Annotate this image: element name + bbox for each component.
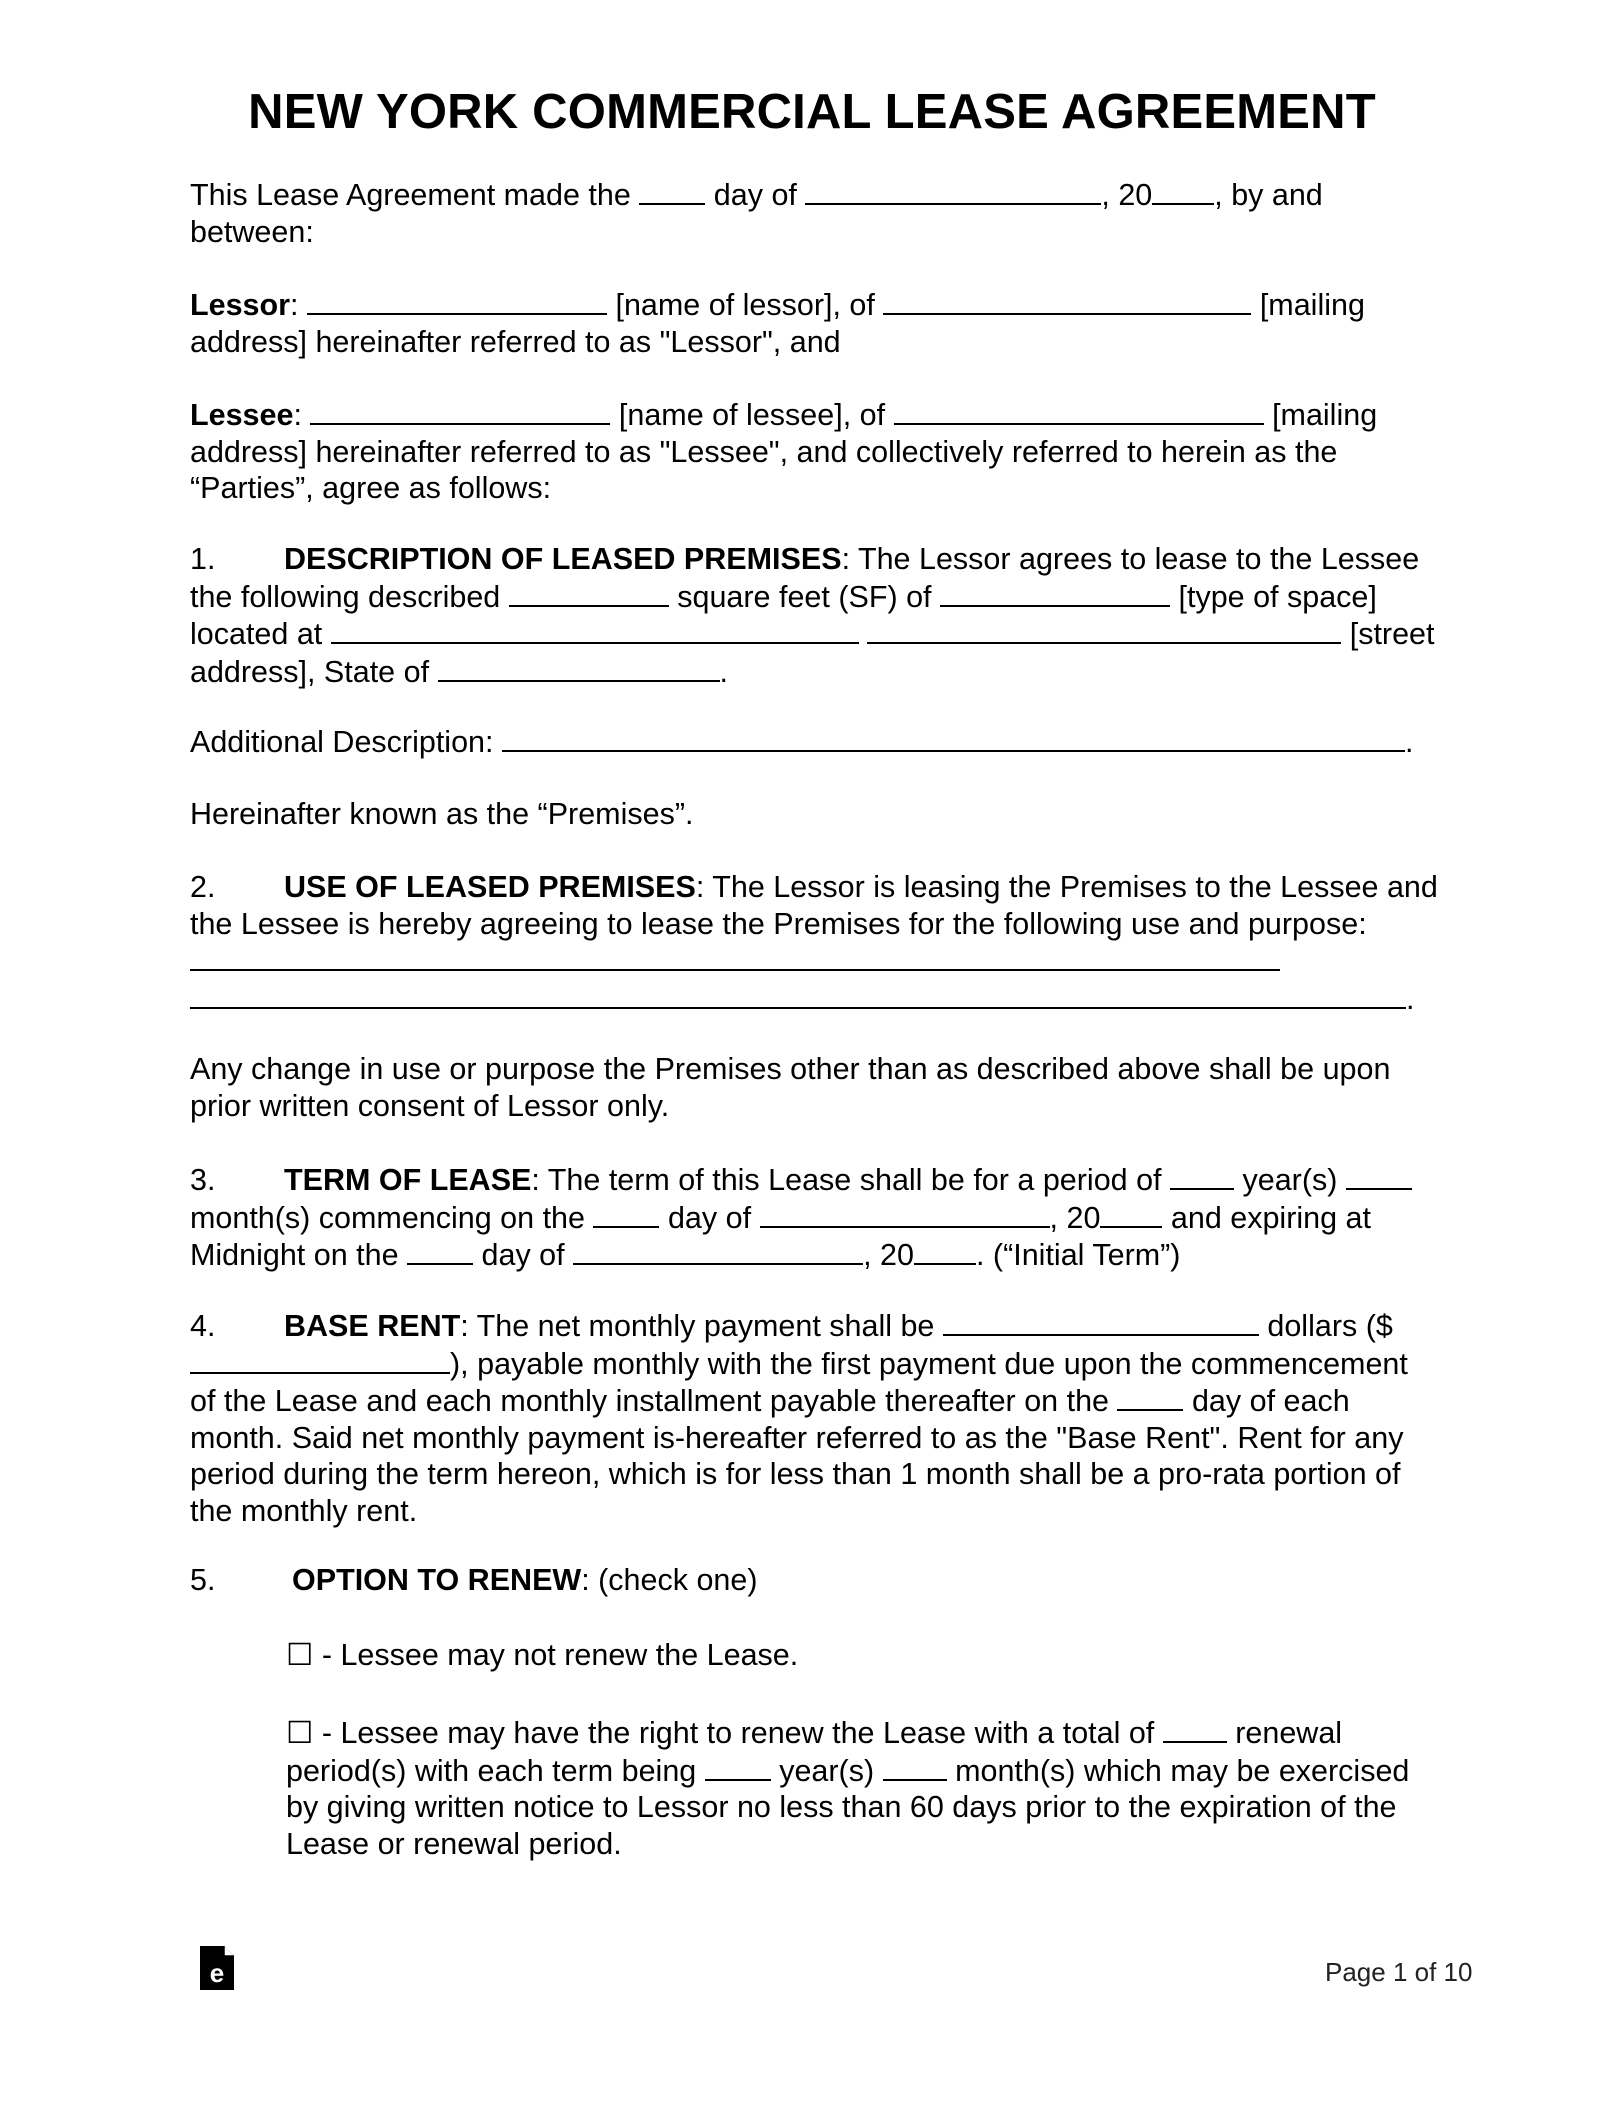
lessor-address-blank[interactable] <box>883 286 1251 315</box>
renew-option-1 <box>286 1637 1436 1674</box>
change-of-use-text: Any change in use or purpose the Premises other than as described above shall be upon prior written consent of Lessor only. <box>190 1052 1391 1123</box>
section-text: ), payable monthly with the first payment due upon the commencement of the Lease and each monthly installment payable thereafter on the <box>190 1346 1408 1418</box>
lessor-text: [name of lessor], of <box>615 288 875 322</box>
lessee-label: Lessee <box>190 398 294 432</box>
section-text: day of each month. Said net monthly payment is-hereafter referred to as the "Base Rent". Rent for any period during the term hereon, which is for less than 1 month shall be a pro-rata portion of the monthly rent. <box>190 1384 1404 1528</box>
lessor-name-blank[interactable] <box>307 286 607 315</box>
section-text: : The Lessor agrees to lease to the Lessee the following described <box>190 542 1420 614</box>
section-text: day of <box>667 1200 752 1235</box>
option-text: renewal period(s) with each term being <box>286 1716 1343 1788</box>
additional-label: Additional Description: <box>190 725 494 759</box>
end-month-blank[interactable] <box>573 1236 863 1265</box>
section-text: . <box>719 654 729 689</box>
section-heading: BASE RENT <box>284 1309 461 1343</box>
option-text: - Lessee may have the right to renew the Lease with a total of <box>321 1716 1155 1750</box>
section-text: dollars ($ <box>1267 1309 1393 1343</box>
section-text: . (“Initial Term”) <box>975 1238 1181 1272</box>
street-address-blank-1[interactable] <box>331 615 859 644</box>
section-text: . <box>1406 981 1415 1016</box>
section-heading: USE OF LEASED PREMISES <box>284 870 696 904</box>
renewal-months-blank[interactable] <box>883 1752 947 1781</box>
renewal-years-blank[interactable] <box>705 1752 771 1781</box>
section-text: : The Lessor is leasing the Premises to the Lessee and the Lessee is hereby agreeing to lease the Premises for the following use and purpose: <box>190 870 1438 941</box>
term-years-blank[interactable] <box>1170 1161 1234 1190</box>
section-text: year(s) <box>1242 1163 1338 1197</box>
lessee-text: : <box>293 398 302 432</box>
section-5 <box>190 1562 1440 1599</box>
intro-paragraph <box>190 176 1440 250</box>
rent-due-day-blank[interactable] <box>1117 1382 1183 1411</box>
month-blank[interactable] <box>805 176 1101 205</box>
lessee-text: [mailing address] hereinafter referred to as "Lessee", and collectively referred to herein as the “Parties”, agree as follows: <box>190 398 1378 505</box>
section-heading: TERM OF LEASE <box>284 1163 532 1197</box>
intro-text: This Lease Agreement made the <box>190 178 631 212</box>
section-text: : (check one) <box>581 1563 758 1597</box>
rent-amount-blank[interactable] <box>190 1345 450 1374</box>
option-text: - Lessee may not renew the Lease. <box>321 1638 799 1672</box>
section-text: month(s) commencing on the <box>190 1200 585 1235</box>
option-text: year(s) <box>779 1753 875 1788</box>
term-months-blank[interactable] <box>1346 1161 1412 1190</box>
section-number: 4. <box>190 1309 216 1343</box>
section-2 <box>190 869 1440 1017</box>
lessee-address-blank[interactable] <box>894 396 1264 425</box>
section-number: 3. <box>190 1163 216 1197</box>
lessor-label: Lessor <box>190 288 291 322</box>
checkbox-renew[interactable]: ☐ <box>286 1716 314 1750</box>
lessor-text: : <box>290 288 299 322</box>
page-number: Page 1 of 10 <box>1325 1957 1473 1987</box>
state-blank[interactable] <box>438 653 720 682</box>
section-number: 5. <box>190 1563 216 1597</box>
purpose-blank-1[interactable] <box>190 942 1280 971</box>
rent-words-blank[interactable] <box>943 1307 1259 1336</box>
section-number: 2. <box>190 870 216 904</box>
section-1 <box>190 541 1440 690</box>
eforms-logo-icon <box>198 1944 236 1992</box>
option-text: month(s) which may be exercised by giving written notice to Lessor no less than 60 days prior to the expiration of the Lease or renewal period. <box>286 1753 1410 1861</box>
intro-text: , by and between: <box>190 178 1323 249</box>
hereinafter-text: Hereinafter known as the “Premises”. <box>190 797 694 831</box>
lessee-name-blank[interactable] <box>310 396 610 425</box>
section-3 <box>190 1161 1440 1274</box>
section-text: : The term of this Lease shall be for a period of <box>531 1163 1162 1197</box>
lessor-paragraph <box>190 286 1440 360</box>
intro-text: day of <box>713 178 797 212</box>
section-text: day of <box>481 1238 565 1272</box>
section-text: , 20 <box>863 1238 914 1272</box>
lessee-text: [name of lessee], of <box>618 398 886 432</box>
renewal-periods-blank[interactable] <box>1163 1714 1227 1743</box>
end-year-blank[interactable] <box>914 1236 976 1265</box>
start-day-blank[interactable] <box>593 1199 659 1228</box>
lessee-paragraph <box>190 396 1440 507</box>
section-text: and expiring at Midnight on the <box>190 1200 1371 1272</box>
section-text: . <box>1404 725 1414 759</box>
section-4 <box>190 1307 1440 1529</box>
section-number: 1. <box>190 542 216 576</box>
space-type-blank[interactable] <box>940 578 1170 607</box>
section-heading: OPTION TO RENEW <box>292 1563 582 1597</box>
checkbox-no-renew[interactable]: ☐ <box>286 1638 314 1672</box>
year-blank[interactable] <box>1152 176 1214 205</box>
square-feet-blank[interactable] <box>509 578 669 607</box>
intro-text: , 20 <box>1101 178 1153 212</box>
section-text: square feet (SF) of <box>677 579 932 614</box>
section-text: [street address], State of <box>190 617 1435 689</box>
svg-text:e: e <box>209 1958 225 1988</box>
renew-option-2 <box>286 1714 1436 1862</box>
lessor-text: [mailing address] hereinafter referred to as "Lessor", and <box>190 288 1365 359</box>
document-title: NEW YORK COMMERCIAL LEASE AGREEMENT <box>248 85 1376 139</box>
street-address-blank-2[interactable] <box>867 615 1341 644</box>
additional-description <box>190 723 1440 761</box>
day-blank[interactable] <box>639 176 705 205</box>
section-text: [type of space] located at <box>190 579 1377 651</box>
section-heading: DESCRIPTION OF LEASED PREMISES <box>284 542 842 576</box>
section-text: , 20 <box>1049 1200 1101 1235</box>
start-month-blank[interactable] <box>760 1199 1050 1228</box>
additional-description-blank[interactable] <box>502 723 1405 752</box>
end-day-blank[interactable] <box>407 1236 473 1265</box>
purpose-blank-2[interactable] <box>190 980 1406 1009</box>
start-year-blank[interactable] <box>1100 1199 1162 1228</box>
section-text: : The net monthly payment shall be <box>460 1309 935 1343</box>
